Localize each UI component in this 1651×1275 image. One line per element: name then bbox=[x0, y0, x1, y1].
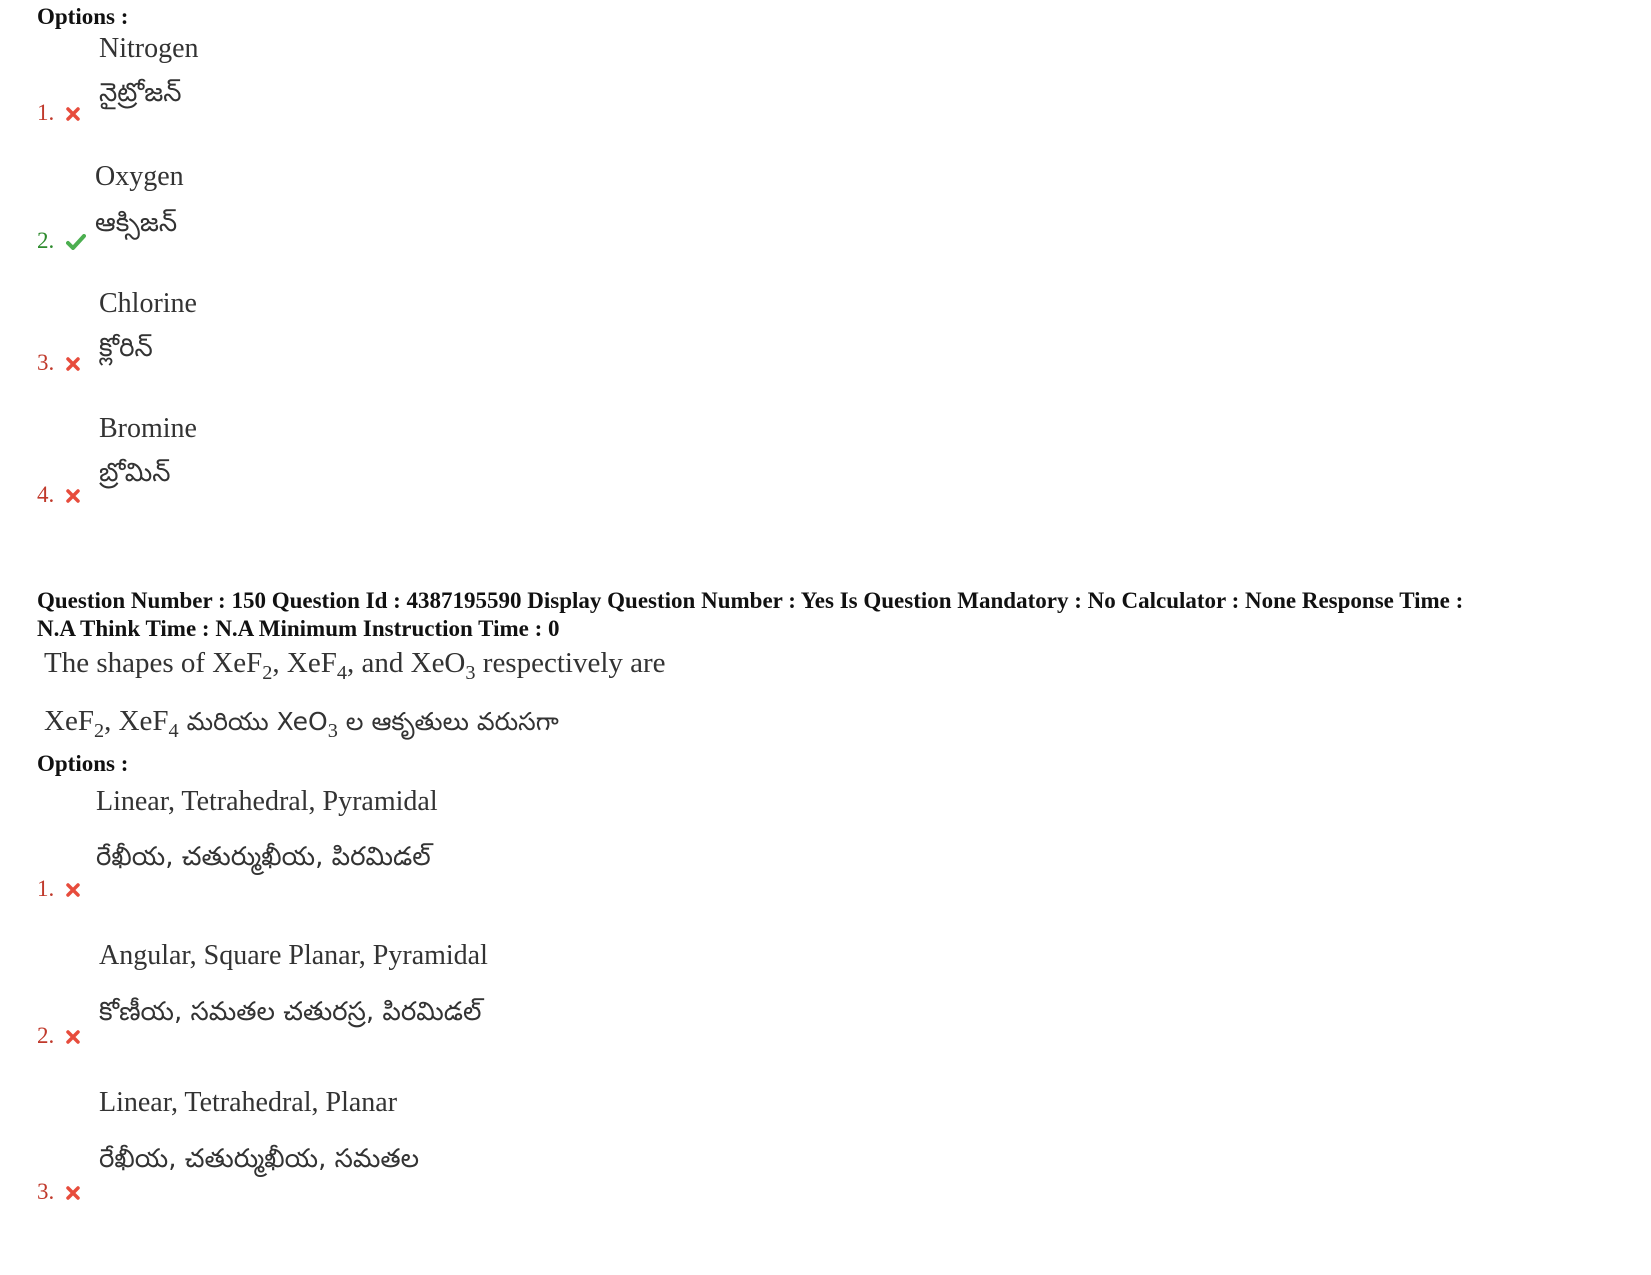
prev-option-2-en: Oxygen bbox=[95, 161, 184, 192]
prev-option-1-marker bbox=[37, 100, 80, 126]
question-text-en: The shapes of XeF$_2$, XeF$_4$, and XeO$_3$ respectively are bbox=[44, 647, 666, 684]
prev-option-4-en: Bromine bbox=[99, 413, 197, 444]
option-1-number: 1. bbox=[37, 876, 55, 901]
option-3-en: Linear, Tetrahedral, Planar bbox=[99, 1087, 398, 1118]
option-2-number: 2. bbox=[37, 1023, 55, 1048]
option-2-te: కోణీయ, సమతల చతురస్ర, పిరమిడల్ bbox=[99, 997, 482, 1027]
question-text-te: XeF$_2$, XeF$_4$ మరియు XeO$_3$ ల ఆకృతులు వరుసగా bbox=[44, 705, 559, 742]
prev-option-2-marker bbox=[37, 228, 86, 255]
option-1-marker bbox=[37, 876, 80, 902]
prev-option-1-te: నైట్రోజన్ bbox=[99, 78, 182, 108]
prev-option-1-en: Nitrogen bbox=[99, 33, 199, 64]
prev-option-4-number: 4. bbox=[37, 482, 55, 507]
prev-option-3-te: క్లోరిన్ bbox=[99, 333, 153, 363]
prev-option-1-number: 1. bbox=[37, 100, 55, 125]
option-1-te: రేఖీయ, చతుర్ముఖీయ, పిరమిడల్ bbox=[96, 842, 431, 872]
cross-icon bbox=[66, 489, 80, 508]
option-1-en: Linear, Tetrahedral, Pyramidal bbox=[96, 786, 438, 817]
check-icon bbox=[66, 234, 86, 255]
cross-icon bbox=[66, 1186, 80, 1205]
prev-option-4-marker bbox=[37, 482, 80, 508]
option-3-marker bbox=[37, 1179, 80, 1205]
cross-icon bbox=[66, 883, 80, 902]
option-3-te: రేఖీయ, చతుర్ముఖీయ, సమతల bbox=[99, 1144, 420, 1174]
question-meta bbox=[37, 587, 1617, 643]
prev-option-2-number: 2. bbox=[37, 228, 55, 253]
prev-option-4-te: బ్రోమిన్ bbox=[99, 458, 171, 488]
option-2-en: Angular, Square Planar, Pyramidal bbox=[99, 940, 488, 971]
prev-option-3-marker bbox=[37, 350, 80, 376]
prev-option-3-en: Chlorine bbox=[99, 288, 197, 319]
prev-option-3-number: 3. bbox=[37, 350, 55, 375]
option-2-marker bbox=[37, 1023, 80, 1049]
options-label: Options : bbox=[37, 751, 129, 776]
options-label-prev: Options : bbox=[37, 4, 129, 29]
prev-option-2-te: ఆక్సిజన్ bbox=[95, 208, 178, 238]
question-meta-line2: N.A Think Time : N.A Minimum Instruction Time : 0 bbox=[37, 616, 560, 641]
cross-icon bbox=[66, 357, 80, 376]
option-3-number: 3. bbox=[37, 1179, 55, 1204]
cross-icon bbox=[66, 1030, 80, 1049]
cross-icon bbox=[66, 107, 80, 126]
question-meta-line1: Question Number : 150 Question Id : 4387195590 Display Question Number : Yes Is Question Mandatory : No Calculator : None Response Time : bbox=[37, 588, 1464, 613]
